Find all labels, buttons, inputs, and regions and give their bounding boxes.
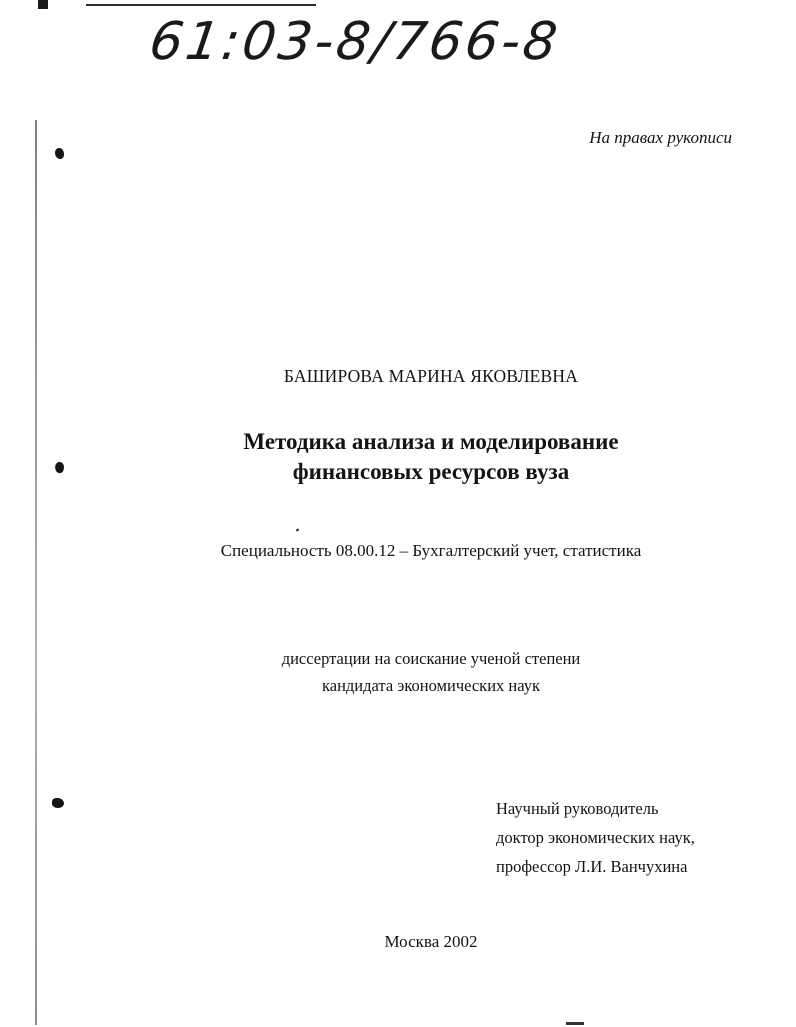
author-name: БАШИРОВА МАРИНА ЯКОВЛЕВНА: [283, 366, 579, 386]
city-year: Москва 2002: [384, 932, 478, 951]
degree-line-2: кандидата экономических наук: [321, 676, 540, 695]
supervisor-degree: доктор экономических наук,: [496, 828, 695, 847]
dissertation-title: [0, 427, 796, 487]
scan-artifact-left-edge: [35, 120, 37, 1025]
specialty-line: Специальность 08.00.12 – Бухгалтерский учет, статистика: [220, 541, 642, 560]
scan-artifact-top-mark: [38, 0, 48, 9]
title-line-2: финансовых ресурсов вуза: [292, 459, 570, 484]
scan-artifact-top-line: [86, 4, 316, 6]
supervisor-block: [496, 794, 695, 881]
supervisor-name: профессор Л.И. Ванчухина: [496, 857, 688, 876]
punch-hole-mark: [55, 148, 64, 159]
scan-artifact-speck: [296, 528, 300, 531]
title-line-1: Методика анализа и моделирование: [243, 429, 619, 454]
handwritten-catalog-number: 61:03-8/766-8: [145, 12, 564, 72]
supervisor-role: Научный руководитель: [496, 799, 659, 818]
scan-artifact-bottom-smudge: [566, 1022, 584, 1025]
manuscript-rights-note: На правах рукописи: [589, 128, 732, 147]
degree-statement: [0, 645, 796, 699]
punch-hole-mark: [52, 798, 64, 808]
degree-line-1: диссертации на соискание ученой степени: [281, 649, 581, 668]
